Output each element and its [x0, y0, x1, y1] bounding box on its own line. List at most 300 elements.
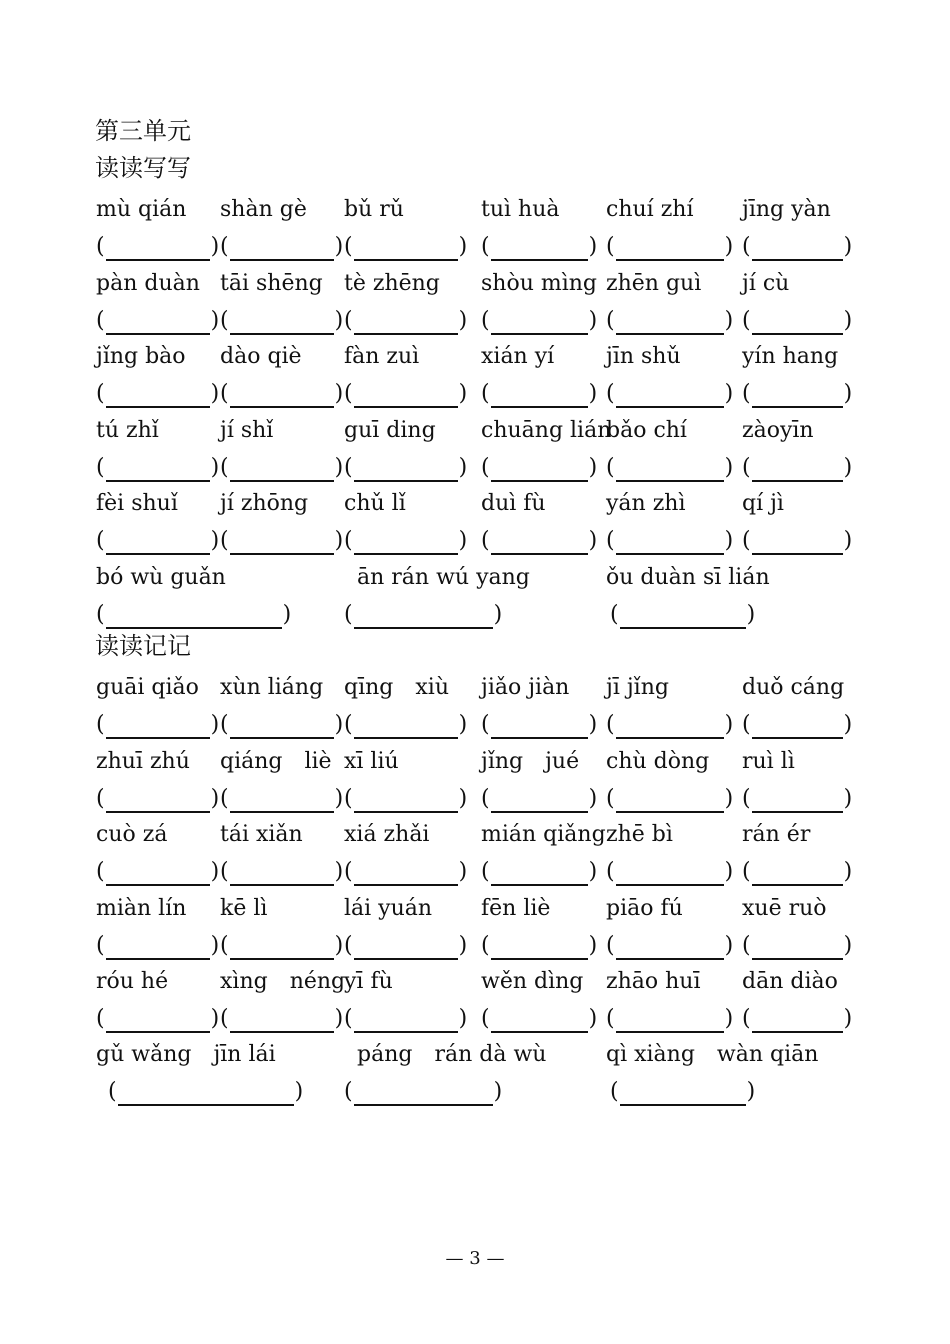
answer-blank-line[interactable] [106, 311, 210, 335]
open-paren: ( [220, 528, 229, 553]
rr-pinyin: fēn liè [481, 895, 551, 921]
close-paren: ) [210, 932, 220, 958]
rw-answer-blank[interactable] [344, 454, 467, 482]
close-paren: ) [843, 234, 853, 259]
rw-answer-blank[interactable] [742, 233, 852, 261]
rr-answer-blank[interactable] [606, 785, 733, 813]
close-paren: ) [210, 381, 220, 406]
answer-blank-line[interactable] [354, 531, 458, 555]
rr-answer-blank[interactable] [606, 858, 733, 886]
rr-answer-blank[interactable] [606, 1005, 733, 1033]
answer-blank-line[interactable] [106, 789, 210, 813]
close-paren: ) [210, 859, 220, 884]
rr-answer-blank[interactable] [96, 932, 219, 960]
open-paren: ( [220, 712, 229, 737]
answer-blank-line[interactable] [106, 936, 210, 960]
close-paren: ) [843, 785, 853, 811]
rw-pinyin: yín hang [742, 344, 839, 369]
open-paren: ( [610, 1079, 619, 1104]
answer-blank-line[interactable] [230, 311, 334, 335]
close-paren: ) [724, 454, 734, 480]
rr-answer-blank[interactable] [481, 932, 597, 960]
close-paren: ) [843, 454, 853, 480]
close-paren: ) [724, 712, 734, 737]
rr-pinyin: zhē bì [606, 822, 673, 847]
close-paren: ) [458, 859, 468, 884]
answer-blank-line[interactable] [230, 936, 334, 960]
answer-blank-line[interactable] [106, 384, 210, 408]
rr-answer-blank[interactable] [742, 858, 852, 886]
open-paren: ( [344, 785, 353, 811]
answer-blank-line[interactable] [230, 384, 334, 408]
answer-blank-line[interactable] [230, 789, 334, 813]
close-paren: ) [458, 712, 468, 737]
section-title-read-write: 读读写写 [95, 154, 191, 182]
rw-answer-blank[interactable] [344, 233, 467, 261]
answer-blank-line[interactable] [106, 862, 210, 886]
rw-answer-blank[interactable] [220, 380, 343, 408]
close-paren: ) [724, 859, 734, 884]
answer-blank-line[interactable] [354, 1082, 493, 1106]
answer-blank-line[interactable] [230, 458, 334, 482]
rr-answer-blank[interactable] [344, 785, 467, 813]
page-number: — 3 — [445, 1248, 505, 1269]
open-paren: ( [220, 1006, 229, 1031]
rr-pinyin: rán ér [742, 822, 811, 847]
rw-pinyin: chuāng lián [481, 417, 612, 443]
close-paren: ) [334, 528, 344, 553]
rr-pinyin: jiǎo jiàn [481, 675, 570, 700]
close-paren: ) [458, 234, 468, 259]
open-paren: ( [96, 234, 105, 259]
close-paren: ) [724, 381, 734, 406]
answer-blank-line[interactable] [491, 1009, 588, 1033]
answer-blank-line[interactable] [752, 715, 843, 739]
answer-blank-line[interactable] [752, 531, 843, 555]
rr-pinyin: qīng xiù [344, 675, 449, 700]
rr-answer-blank[interactable] [220, 785, 343, 813]
rw-pinyin: jí zhōng [220, 491, 309, 516]
rw-answer-blank[interactable] [220, 233, 343, 261]
close-paren: ) [210, 454, 220, 480]
rw-answer-blank[interactable] [606, 527, 733, 555]
rw-answer-blank[interactable] [606, 233, 733, 261]
open-paren: ( [96, 859, 105, 884]
close-paren: ) [210, 785, 220, 811]
rw-pinyin: duì fù [481, 491, 546, 516]
close-paren: ) [843, 307, 853, 333]
answer-blank-line[interactable] [106, 237, 210, 261]
close-paren: ) [724, 932, 734, 958]
rr-answer-blank[interactable] [96, 711, 219, 739]
answer-blank-line[interactable] [491, 715, 588, 739]
rr-answer-blank[interactable] [606, 932, 733, 960]
close-paren: ) [210, 712, 220, 737]
rw-pinyin: zàoyīn [742, 417, 814, 443]
close-paren: ) [493, 1079, 503, 1104]
close-paren: ) [588, 932, 598, 958]
open-paren: ( [606, 712, 615, 737]
close-paren: ) [588, 528, 598, 553]
answer-blank-line[interactable] [752, 384, 843, 408]
open-paren: ( [344, 528, 353, 553]
open-paren: ( [606, 932, 615, 958]
rr-pinyin: xùn liáng [220, 675, 324, 700]
answer-blank-line[interactable] [230, 862, 334, 886]
answer-blank-line[interactable] [620, 605, 746, 629]
rw-pinyin: fàn zuì [344, 344, 420, 369]
answer-blank-line[interactable] [106, 531, 210, 555]
rw-pinyin: jīng yàn [742, 197, 831, 222]
open-paren: ( [742, 307, 751, 333]
rr-answer-blank[interactable] [481, 1005, 597, 1033]
rr-answer-blank[interactable] [96, 1005, 219, 1033]
close-paren: ) [334, 932, 344, 958]
rw-answer-blank[interactable] [742, 307, 852, 335]
rr-idiom-answer-blank[interactable] [344, 1078, 502, 1106]
close-paren: ) [746, 1079, 756, 1104]
rw-idiom-answer-blank[interactable] [96, 601, 291, 629]
open-paren: ( [96, 785, 105, 811]
rr-pinyin: wěn dìng [481, 969, 584, 994]
rw-pinyin: xián yí [481, 344, 555, 369]
answer-blank-line[interactable] [752, 311, 843, 335]
rw-answer-blank[interactable] [96, 233, 219, 261]
close-paren: ) [458, 785, 468, 811]
open-paren: ( [606, 234, 615, 259]
close-paren: ) [588, 381, 598, 406]
open-paren: ( [606, 785, 615, 811]
answer-blank-line[interactable] [230, 715, 334, 739]
answer-blank-line[interactable] [491, 789, 588, 813]
open-paren: ( [220, 381, 229, 406]
answer-blank-line[interactable] [491, 458, 588, 482]
answer-blank-line[interactable] [616, 237, 724, 261]
open-paren: ( [481, 1006, 490, 1031]
open-paren: ( [344, 1006, 353, 1031]
rw-pinyin: shòu mìng [481, 270, 598, 296]
unit-title: 第三单元 [95, 117, 191, 145]
rw-pinyin: guī ding [344, 417, 436, 443]
rw-pinyin: pàn duàn [96, 270, 200, 296]
answer-blank-line[interactable] [616, 311, 724, 335]
rw-answer-blank[interactable] [96, 527, 219, 555]
rr-pinyin: jī jǐng [606, 675, 669, 700]
answer-blank-line[interactable] [491, 531, 588, 555]
rw-pinyin: zhēn guì [606, 270, 702, 296]
rr-pinyin: xī liú [344, 748, 399, 774]
close-paren: ) [724, 234, 734, 259]
rr-answer-blank[interactable] [220, 932, 343, 960]
answer-blank-line[interactable] [752, 237, 843, 261]
close-paren: ) [588, 785, 598, 811]
answer-blank-line[interactable] [106, 458, 210, 482]
close-paren: ) [746, 602, 756, 627]
close-paren: ) [458, 307, 468, 333]
answer-blank-line[interactable] [354, 384, 458, 408]
rw-answer-blank[interactable] [481, 380, 597, 408]
rr-pinyin: qiáng liè [220, 748, 332, 774]
open-paren: ( [481, 454, 490, 480]
rw-pinyin: jīn shǔ [606, 344, 681, 369]
rr-answer-blank[interactable] [742, 711, 852, 739]
close-paren: ) [843, 859, 853, 884]
rw-answer-blank[interactable] [742, 454, 852, 482]
answer-blank-line[interactable] [616, 1009, 724, 1033]
answer-blank-line[interactable] [752, 862, 843, 886]
rr-pinyin: mián qiǎng [481, 822, 606, 847]
close-paren: ) [334, 307, 344, 333]
rw-answer-blank[interactable] [344, 527, 467, 555]
rw-answer-blank[interactable] [220, 307, 343, 335]
answer-blank-line[interactable] [616, 862, 724, 886]
open-paren: ( [481, 785, 490, 811]
rw-answer-blank[interactable] [344, 307, 467, 335]
rr-pinyin: miàn lín [96, 895, 187, 921]
rr-answer-blank[interactable] [742, 785, 852, 813]
answer-blank-line[interactable] [616, 715, 724, 739]
rw-answer-blank[interactable] [606, 307, 733, 335]
rr-pinyin: xuē ruò [742, 895, 827, 921]
rw-answer-blank[interactable] [96, 307, 219, 335]
rr-pinyin: lái yuán [344, 895, 433, 921]
close-paren: ) [458, 528, 468, 553]
open-paren: ( [606, 528, 615, 553]
rw-pinyin: qí jì [742, 491, 784, 516]
rr-pinyin: xìng néng [220, 969, 346, 994]
open-paren: ( [742, 859, 751, 884]
rr-pinyin: piāo fú [606, 895, 683, 921]
rr-answer-blank[interactable] [220, 1005, 343, 1033]
answer-blank-line[interactable] [752, 936, 843, 960]
rw-answer-blank[interactable] [742, 527, 852, 555]
open-paren: ( [220, 454, 229, 480]
open-paren: ( [606, 859, 615, 884]
rw-answer-blank[interactable] [481, 454, 597, 482]
rw-idiom-answer-blank[interactable] [610, 601, 755, 629]
close-paren: ) [843, 932, 853, 958]
close-paren: ) [724, 307, 734, 333]
close-paren: ) [843, 712, 853, 737]
close-paren: ) [588, 859, 598, 884]
rw-pinyin: tè zhēng [344, 270, 440, 296]
rw-pinyin: tāi shēng [220, 270, 323, 296]
close-paren: ) [588, 454, 598, 480]
rr-pinyin: kē lì [220, 895, 268, 921]
answer-blank-line[interactable] [491, 862, 588, 886]
close-paren: ) [458, 1006, 468, 1031]
close-paren: ) [724, 528, 734, 553]
close-paren: ) [724, 1006, 734, 1031]
close-paren: ) [493, 602, 503, 627]
rw-answer-blank[interactable] [481, 307, 597, 335]
rw-idiom-pinyin: bó wù guǎn [96, 565, 226, 590]
rr-pinyin: tái xiǎn [220, 822, 303, 847]
rw-answer-blank[interactable] [606, 380, 733, 408]
rw-answer-blank[interactable] [344, 380, 467, 408]
answer-blank-line[interactable] [354, 605, 493, 629]
answer-blank-line[interactable] [106, 1009, 210, 1033]
rr-answer-blank[interactable] [96, 785, 219, 813]
open-paren: ( [481, 307, 490, 333]
open-paren: ( [344, 932, 353, 958]
rr-answer-blank[interactable] [742, 1005, 852, 1033]
answer-blank-line[interactable] [354, 862, 458, 886]
rr-answer-blank[interactable] [344, 1005, 467, 1033]
rr-answer-blank[interactable] [344, 932, 467, 960]
open-paren: ( [481, 932, 490, 958]
answer-blank-line[interactable] [354, 789, 458, 813]
answer-blank-line[interactable] [752, 789, 843, 813]
answer-blank-line[interactable] [491, 936, 588, 960]
close-paren: ) [334, 454, 344, 480]
answer-blank-line[interactable] [230, 1009, 334, 1033]
close-paren: ) [334, 234, 344, 259]
rw-answer-blank[interactable] [220, 527, 343, 555]
open-paren: ( [96, 602, 105, 627]
rr-pinyin: ruì lì [742, 748, 795, 774]
rr-pinyin: zhāo huī [606, 969, 701, 994]
open-paren: ( [344, 602, 353, 627]
open-paren: ( [344, 234, 353, 259]
close-paren: ) [458, 454, 468, 480]
open-paren: ( [742, 234, 751, 259]
close-paren: ) [458, 381, 468, 406]
rw-idiom-answer-blank[interactable] [344, 601, 502, 629]
answer-blank-line[interactable] [354, 311, 458, 335]
close-paren: ) [588, 712, 598, 737]
open-paren: ( [481, 381, 490, 406]
rr-answer-blank[interactable] [481, 785, 597, 813]
rr-pinyin: chù dòng [606, 748, 710, 774]
open-paren: ( [220, 234, 229, 259]
answer-blank-line[interactable] [752, 1009, 843, 1033]
rw-pinyin: dào qiè [220, 344, 302, 369]
open-paren: ( [481, 859, 490, 884]
rr-answer-blank[interactable] [96, 858, 219, 886]
open-paren: ( [220, 932, 229, 958]
rw-answer-blank[interactable] [742, 380, 852, 408]
close-paren: ) [843, 1006, 853, 1031]
rr-pinyin: zhuī zhú [96, 748, 190, 774]
rw-pinyin: yán zhì [606, 491, 686, 516]
open-paren: ( [220, 307, 229, 333]
answer-blank-line[interactable] [616, 384, 724, 408]
rw-pinyin: tú zhǐ [96, 417, 159, 443]
open-paren: ( [742, 712, 751, 737]
close-paren: ) [334, 712, 344, 737]
open-paren: ( [96, 1006, 105, 1031]
close-paren: ) [334, 1006, 344, 1031]
rw-pinyin: bǔ rǔ [344, 197, 404, 222]
answer-blank-line[interactable] [491, 311, 588, 335]
open-paren: ( [344, 712, 353, 737]
rw-answer-blank[interactable] [481, 527, 597, 555]
answer-blank-line[interactable] [354, 936, 458, 960]
open-paren: ( [606, 1006, 615, 1031]
answer-blank-line[interactable] [491, 237, 588, 261]
rr-answer-blank[interactable] [481, 858, 597, 886]
rr-idiom-pinyin: qì xiàng wàn qiān [606, 1042, 819, 1067]
answer-blank-line[interactable] [616, 458, 724, 482]
rr-idiom-answer-blank[interactable] [108, 1078, 303, 1106]
answer-blank-line[interactable] [616, 531, 724, 555]
rw-answer-blank[interactable] [220, 454, 343, 482]
answer-blank-line[interactable] [230, 531, 334, 555]
rr-answer-blank[interactable] [481, 711, 597, 739]
rw-answer-blank[interactable] [96, 380, 219, 408]
close-paren: ) [334, 381, 344, 406]
rw-answer-blank[interactable] [96, 454, 219, 482]
rr-pinyin: róu hé [96, 969, 169, 994]
rw-answer-blank[interactable] [606, 454, 733, 482]
open-paren: ( [481, 528, 490, 553]
rr-answer-blank[interactable] [220, 858, 343, 886]
rw-pinyin: jí shǐ [220, 417, 274, 443]
rw-pinyin: chǔ lǐ [344, 491, 406, 516]
answer-blank-line[interactable] [354, 1009, 458, 1033]
rr-answer-blank[interactable] [220, 711, 343, 739]
answer-blank-line[interactable] [230, 237, 334, 261]
rw-pinyin: jǐng bào [96, 344, 186, 369]
open-paren: ( [344, 381, 353, 406]
rr-answer-blank[interactable] [606, 711, 733, 739]
answer-blank-line[interactable] [354, 715, 458, 739]
open-paren: ( [96, 932, 105, 958]
rr-pinyin: guāi qiǎo [96, 675, 199, 700]
open-paren: ( [610, 602, 619, 627]
rw-pinyin: tuì huà [481, 197, 560, 222]
answer-blank-line[interactable] [616, 789, 724, 813]
open-paren: ( [344, 859, 353, 884]
rw-idiom-pinyin: ǒu duàn sī lián [606, 565, 770, 590]
open-paren: ( [742, 528, 751, 553]
rw-pinyin: chuí zhí [606, 197, 694, 222]
rr-answer-blank[interactable] [344, 711, 467, 739]
close-paren: ) [588, 1006, 598, 1031]
answer-blank-line[interactable] [616, 936, 724, 960]
close-paren: ) [210, 307, 220, 333]
rr-pinyin: duǒ cáng [742, 675, 845, 700]
answer-blank-line[interactable] [752, 458, 843, 482]
rr-pinyin: dān diào [742, 969, 838, 994]
close-paren: ) [334, 785, 344, 811]
rr-answer-blank[interactable] [344, 858, 467, 886]
rw-idiom-pinyin: ān rán wú yang [357, 565, 530, 590]
rr-answer-blank[interactable] [742, 932, 852, 960]
close-paren: ) [843, 381, 853, 406]
rr-idiom-pinyin: gǔ wǎng jīn lái [96, 1042, 276, 1067]
close-paren: ) [334, 859, 344, 884]
rr-idiom-answer-blank[interactable] [610, 1078, 755, 1106]
open-paren: ( [220, 859, 229, 884]
answer-blank-line[interactable] [106, 715, 210, 739]
close-paren: ) [458, 932, 468, 958]
rw-pinyin: jí cù [742, 270, 790, 296]
answer-blank-line[interactable] [491, 384, 588, 408]
rr-pinyin: yī fù [344, 969, 393, 994]
answer-blank-line[interactable] [118, 1082, 294, 1106]
open-paren: ( [96, 712, 105, 737]
answer-blank-line[interactable] [354, 458, 458, 482]
rr-pinyin: jǐng jué [481, 748, 580, 774]
rw-answer-blank[interactable] [481, 233, 597, 261]
answer-blank-line[interactable] [354, 237, 458, 261]
answer-blank-line[interactable] [106, 605, 282, 629]
answer-blank-line[interactable] [620, 1082, 746, 1106]
close-paren: ) [724, 785, 734, 811]
open-paren: ( [344, 307, 353, 333]
